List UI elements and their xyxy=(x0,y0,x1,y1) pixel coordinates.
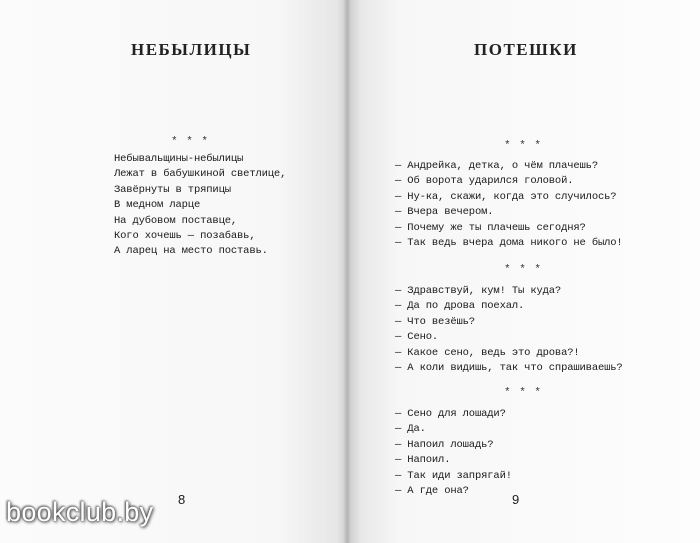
verse-line: — Напоил лошадь? xyxy=(395,438,494,451)
verse-line: — А коли видишь, так что спрашиваешь? xyxy=(395,362,623,375)
verse-line: Завёрнуты в тряпицы xyxy=(114,183,231,196)
stanza-separator: * * * xyxy=(171,136,210,148)
stanza-separator: * * * xyxy=(504,387,543,399)
page-number-left: 8 xyxy=(178,492,186,507)
verse-line: — А где она? xyxy=(395,485,469,498)
verse-stanza xyxy=(395,407,512,499)
verse-line: — Сено для лошади? xyxy=(395,408,506,420)
verse-line: — Андрейка, детка, о чём плачешь? xyxy=(395,160,598,172)
verse-line: Небывальщины-небылицы xyxy=(114,153,244,165)
left-page xyxy=(0,0,347,543)
right-page xyxy=(347,0,700,543)
verse-line: — Да по дрова поехал. xyxy=(395,300,525,313)
verse-line: — Ну-ка, скажи, когда это случилось? xyxy=(395,190,617,203)
verse-line: На дубовом поставце, xyxy=(114,214,238,227)
verse-line: — Напоил. xyxy=(395,454,451,467)
verse-stanza xyxy=(395,159,623,251)
verse-stanza xyxy=(395,284,623,376)
verse-line: — Какое сено, ведь это дрова?! xyxy=(395,346,580,359)
verse-line: Лежат в бабушкиной светлице, xyxy=(114,168,287,181)
verse-line: — Сено. xyxy=(395,331,439,344)
verse-line: Кого хочешь — позабавь, xyxy=(114,230,256,243)
page-number-right: 9 xyxy=(512,492,520,507)
watermark: bookclub.by xyxy=(6,497,154,527)
stanza-separator: * * * xyxy=(504,140,543,152)
verse-line: — Здравствуй, кум! Ты куда? xyxy=(395,285,562,297)
verse-line: — Об ворота ударился головой. xyxy=(395,175,574,188)
verse-line: — Так ведь вчера дома никого не было! xyxy=(395,237,623,250)
verse-line: А ларец на место поставь. xyxy=(114,245,268,258)
stanza-separator: * * * xyxy=(504,264,543,276)
verse-line: — Вчера вечером. xyxy=(395,206,494,219)
verse-line: — Что везёшь? xyxy=(395,315,475,328)
verse-line: — Да. xyxy=(395,423,426,436)
verse-line: — Так иди запрягай! xyxy=(395,469,512,482)
verse-stanza xyxy=(114,152,286,260)
verse-line: В медном ларце xyxy=(114,199,201,212)
page-title-right: ПОТЕШКИ xyxy=(474,40,578,59)
book-gutter xyxy=(343,0,351,543)
verse-line: — Почему же ты плачешь сегодня? xyxy=(395,221,586,234)
page-title-left: НЕБЫЛИЦЫ xyxy=(131,40,252,59)
